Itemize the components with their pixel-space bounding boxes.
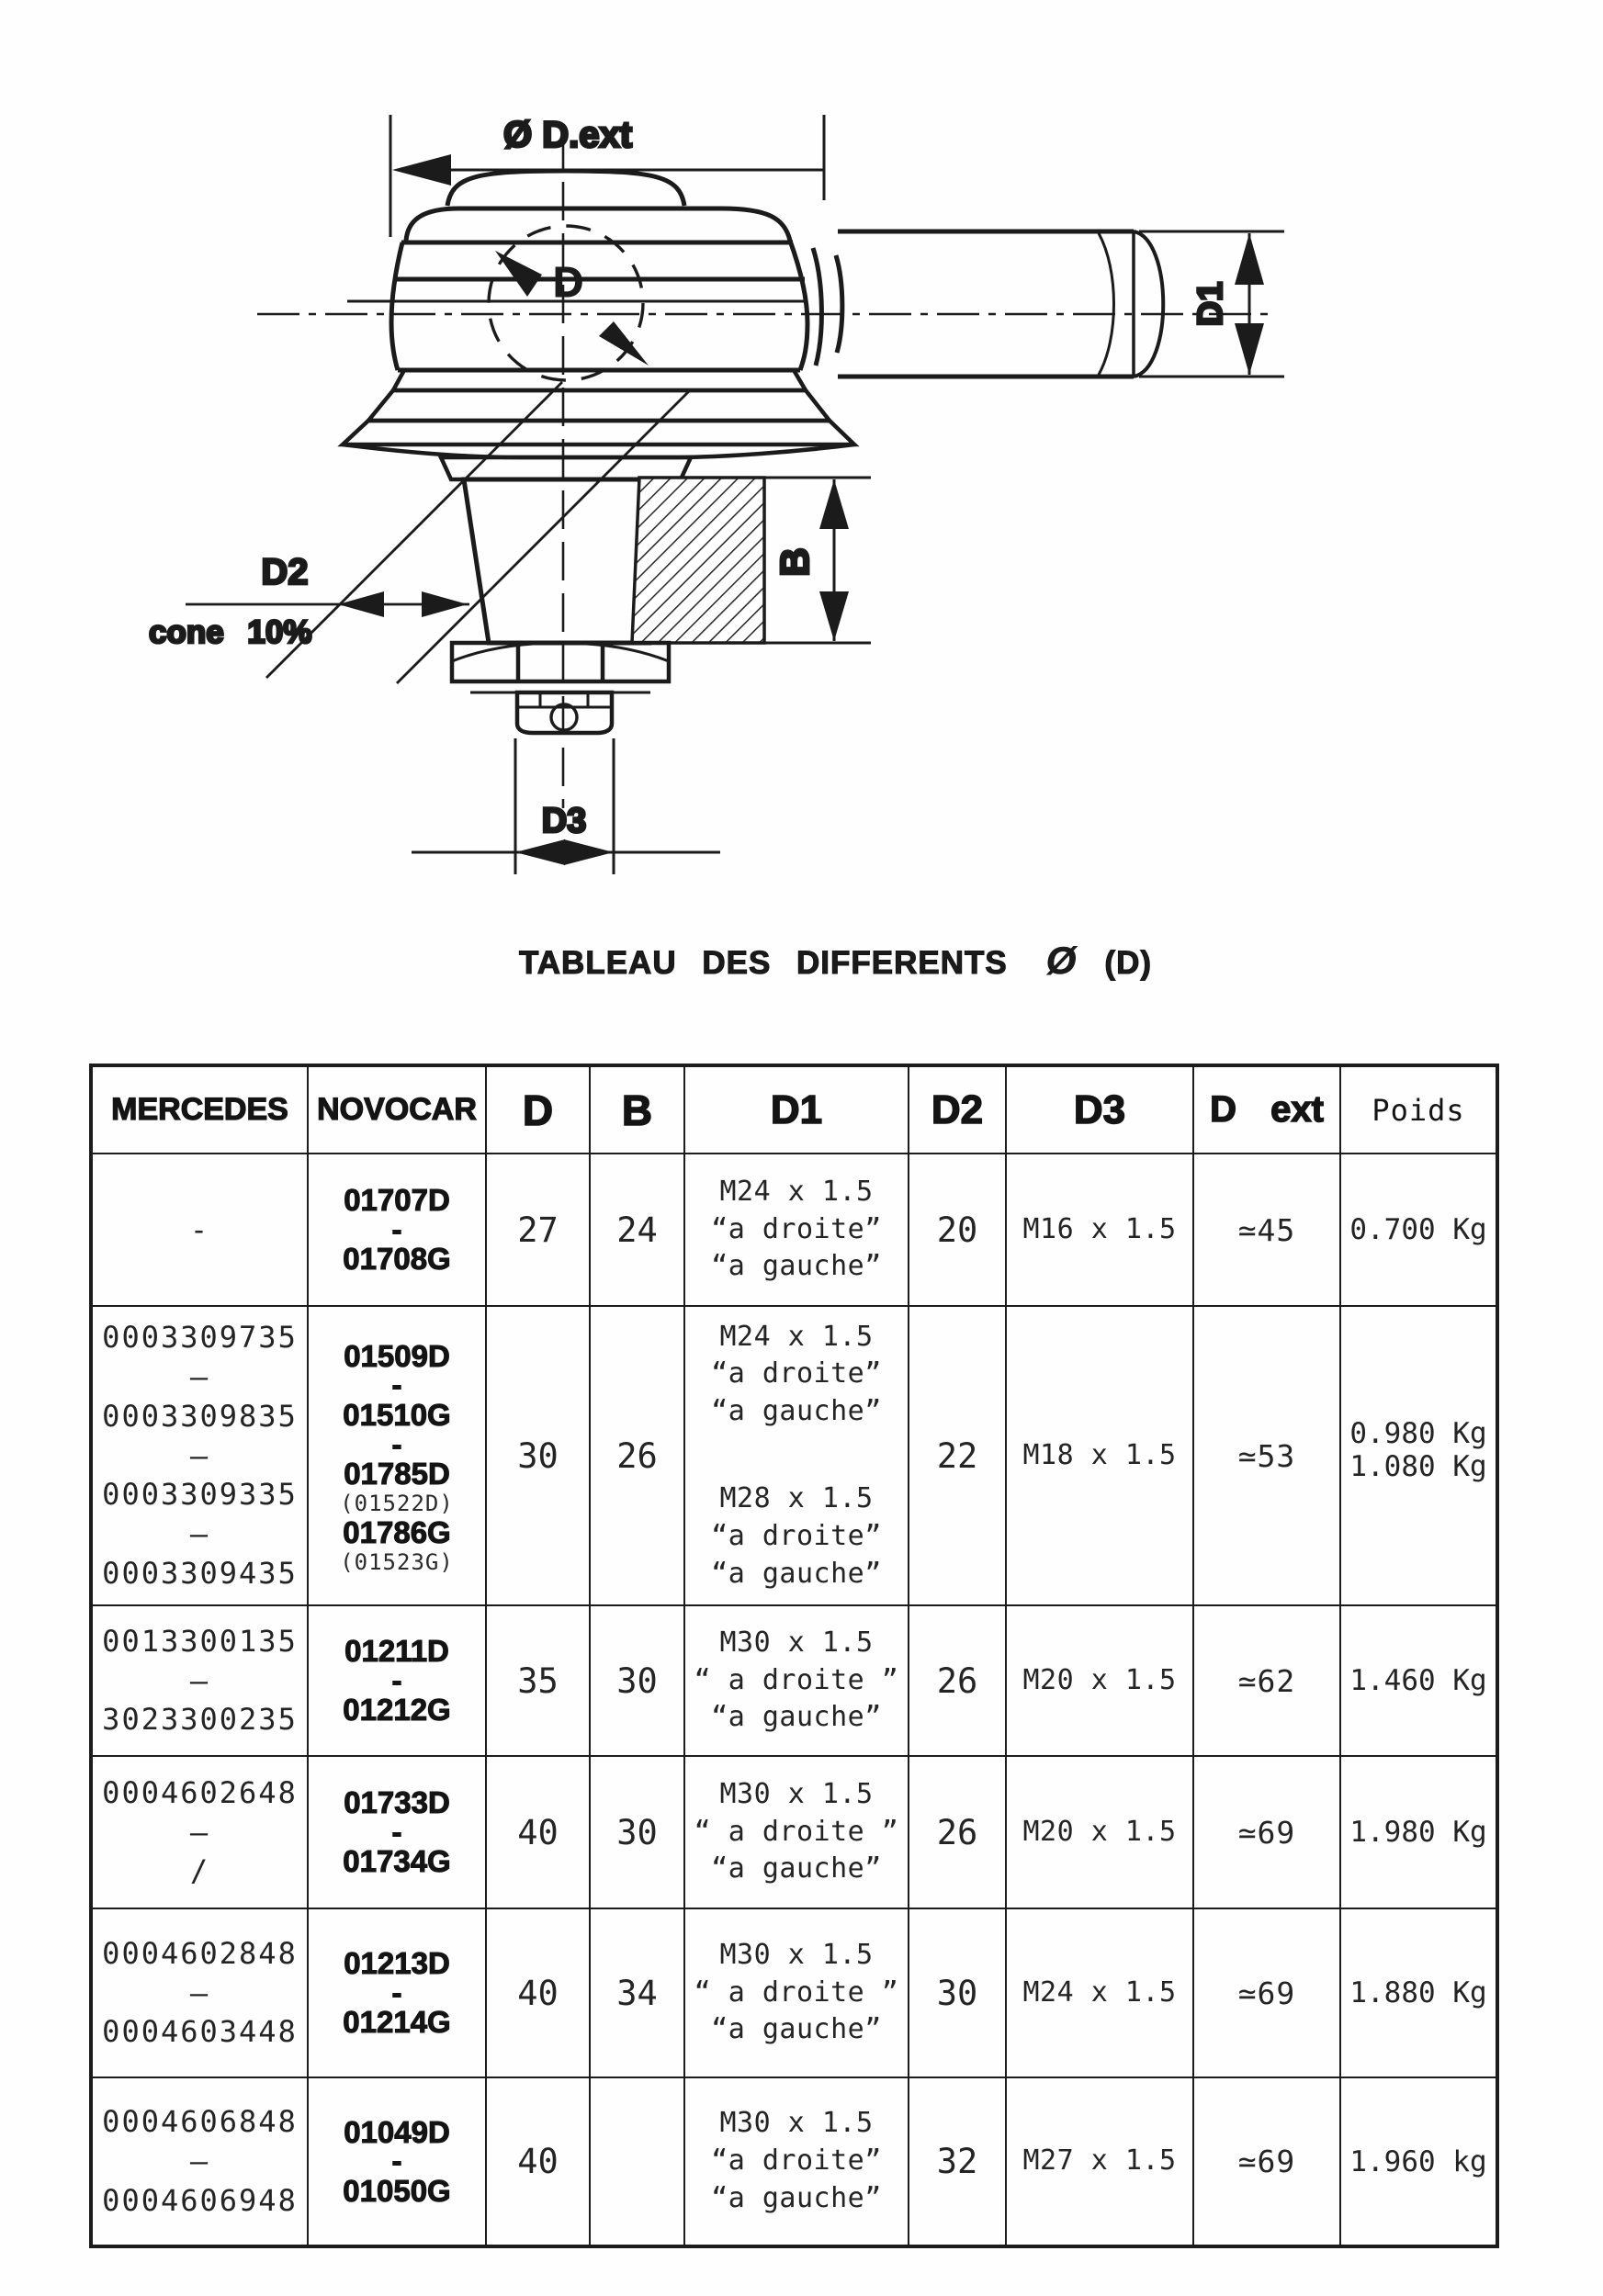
cell-d: 30 — [486, 1306, 590, 1605]
cell-mercedes: 0004602648 – / — [91, 1756, 308, 1908]
dext-label: Ø D.ext — [502, 115, 633, 155]
part-number-separator: - — [391, 1814, 402, 1849]
boot-bellows — [343, 370, 854, 479]
table-title — [519, 939, 1152, 983]
cell-b: 24 — [590, 1154, 684, 1306]
cell-b — [590, 2077, 684, 2246]
diameter-symbol: Ø — [1045, 939, 1078, 982]
table-title-text: TABLEAU DES DIFFERENTS — [519, 945, 1008, 981]
weight-value: 1.080 Kg — [1349, 1450, 1487, 1483]
cell-d1: M30 x 1.5 “a droite” “a gauche” — [684, 2077, 909, 2246]
header-row — [91, 1065, 1497, 1154]
col-header-novocar: NOVOCAR — [308, 1065, 486, 1154]
dim-dext — [390, 115, 824, 237]
cell-d2: 32 — [909, 2077, 1006, 2246]
col-header-poids: Poids — [1340, 1065, 1497, 1154]
part-number: 01212G — [343, 1693, 451, 1728]
dim-d2 — [149, 382, 691, 683]
cell-d3: M27 x 1.5 — [1006, 2077, 1193, 2246]
table-row — [91, 1908, 1497, 2077]
cell-b: 30 — [590, 1605, 684, 1756]
cell-d: 27 — [486, 1154, 590, 1306]
part-number-separator: - — [391, 1975, 402, 2009]
cell-novocar — [308, 1908, 486, 2077]
cell-d1: M24 x 1.5 “a droite” “a gauche” — [684, 1154, 909, 1306]
table-row — [91, 1154, 1497, 1306]
part-number: 01734G — [343, 1844, 451, 1879]
cell-novocar — [308, 2077, 486, 2246]
hatched-section — [632, 478, 764, 643]
part-number: 01510G — [343, 1397, 451, 1432]
dim-d3 — [412, 738, 720, 874]
part-number-alt: (01522D) — [340, 1490, 454, 1516]
cell-b: 30 — [590, 1756, 684, 1908]
cell-mercedes: 0003309735 – 0003309835 – 0003309335 – 0003309435 — [91, 1306, 308, 1605]
cell-b: 26 — [590, 1306, 684, 1605]
col-header-dext: D ext — [1193, 1065, 1340, 1154]
b-label: B — [773, 547, 818, 577]
cell-mercedes: - — [91, 1154, 308, 1306]
part-number: 01785D — [344, 1457, 450, 1491]
cell-d3: M24 x 1.5 — [1006, 1908, 1193, 2077]
thread-spec: M28 x 1.5 “a droite” “a gauche” — [711, 1482, 882, 1590]
col-header-d1: D1 — [684, 1065, 909, 1154]
part-number: 01707D — [344, 1183, 450, 1218]
col-header-mercedes: MERCEDES — [91, 1065, 308, 1154]
cell-d2: 20 — [909, 1154, 1006, 1306]
cell-d: 40 — [486, 2077, 590, 2246]
part-number: 01211D — [344, 1634, 449, 1669]
cell-poids: 0.700 Kg — [1340, 1154, 1497, 1306]
cell-d3: M16 x 1.5 — [1006, 1154, 1193, 1306]
cell-poids: 1.960 kg — [1340, 2077, 1497, 2246]
d3-label: D3 — [541, 802, 587, 840]
cell-dext: ≃69 — [1193, 1908, 1340, 2077]
part-number-separator: - — [391, 1367, 402, 1402]
d-label: D — [553, 258, 584, 306]
cell-mercedes: 0004602848 – 0004603448 — [91, 1908, 308, 2077]
col-header-b: B — [590, 1065, 684, 1154]
part-number-separator: - — [391, 1211, 402, 1246]
col-header-d2: D2 — [909, 1065, 1006, 1154]
col-header-d: D — [486, 1065, 590, 1154]
thread-spec: M24 x 1.5 “a droite” “a gauche” — [711, 1320, 882, 1428]
cell-d: 40 — [486, 1908, 590, 2077]
part-number-separator: - — [391, 2144, 402, 2178]
cell-d2: 22 — [909, 1306, 1006, 1605]
part-number: 01733D — [344, 1785, 450, 1820]
cell-poids — [1340, 1306, 1497, 1605]
cell-d: 35 — [486, 1605, 590, 1756]
d2-label: D2 — [261, 552, 309, 592]
col-header-d3: D3 — [1006, 1065, 1193, 1154]
cell-d2: 26 — [909, 1605, 1006, 1756]
cell-d1: M30 x 1.5 “ a droite ” “a gauche” — [684, 1908, 909, 2077]
table-row — [91, 1306, 1497, 1605]
cell-d3: M20 x 1.5 — [1006, 1756, 1193, 1908]
weight-value: 0.980 Kg — [1349, 1417, 1487, 1450]
cell-d1: M30 x 1.5 “ a droite ” “a gauche” — [684, 1605, 909, 1756]
cell-novocar — [308, 1605, 486, 1756]
cell-dext: ≃62 — [1193, 1605, 1340, 1756]
table-row — [91, 1605, 1497, 1756]
technical-drawing — [129, 73, 1461, 900]
cell-dext: ≃69 — [1193, 2077, 1340, 2246]
table-row — [91, 1756, 1497, 1908]
cell-poids: 1.980 Kg — [1340, 1756, 1497, 1908]
part-number: 01050G — [343, 2173, 451, 2208]
d1-label: D1 — [1191, 281, 1230, 327]
dimensions-table — [89, 1064, 1499, 2248]
cell-dext: ≃69 — [1193, 1756, 1340, 1908]
cell-poids: 1.460 Kg — [1340, 1605, 1497, 1756]
cell-d3: M20 x 1.5 — [1006, 1605, 1193, 1756]
cell-dext: ≃53 — [1193, 1306, 1340, 1605]
cell-d2: 26 — [909, 1756, 1006, 1908]
part-number: 01214G — [343, 2005, 451, 2040]
part-number-separator: - — [391, 1426, 402, 1461]
part-number: 01786G — [343, 1515, 451, 1550]
cell-novocar — [308, 1306, 486, 1605]
cell-d2: 30 — [909, 1908, 1006, 2077]
part-number: 01509D — [344, 1338, 450, 1373]
cell-mercedes: 0013300135 – 3023300235 — [91, 1605, 308, 1756]
part-number-separator: - — [391, 1662, 402, 1697]
threaded-shaft — [257, 231, 1275, 377]
cell-d1 — [684, 1306, 909, 1605]
castle-nut — [452, 643, 669, 733]
cell-b: 34 — [590, 1908, 684, 2077]
cell-dext: ≃45 — [1193, 1154, 1340, 1306]
part-number: 01213D — [344, 1946, 450, 1981]
part-number-alt: (01523G) — [340, 1548, 454, 1575]
cell-d: 40 — [486, 1756, 590, 1908]
part-number: 01049D — [344, 2114, 450, 2149]
table-row — [91, 2077, 1497, 2246]
part-number: 01708G — [343, 1242, 451, 1277]
table-title-suffix: (D) — [1104, 945, 1153, 981]
dim-d1 — [1139, 231, 1284, 377]
cell-novocar — [308, 1154, 486, 1306]
cell-d3: M18 x 1.5 — [1006, 1306, 1193, 1605]
cell-d1: M30 x 1.5 “ a droite ” “a gauche” — [684, 1756, 909, 1908]
cone-label: cone 10% — [149, 614, 312, 650]
cell-poids: 1.880 Kg — [1340, 1908, 1497, 2077]
cell-mercedes: 0004606848 – 0004606948 — [91, 2077, 308, 2246]
cell-novocar — [308, 1756, 486, 1908]
